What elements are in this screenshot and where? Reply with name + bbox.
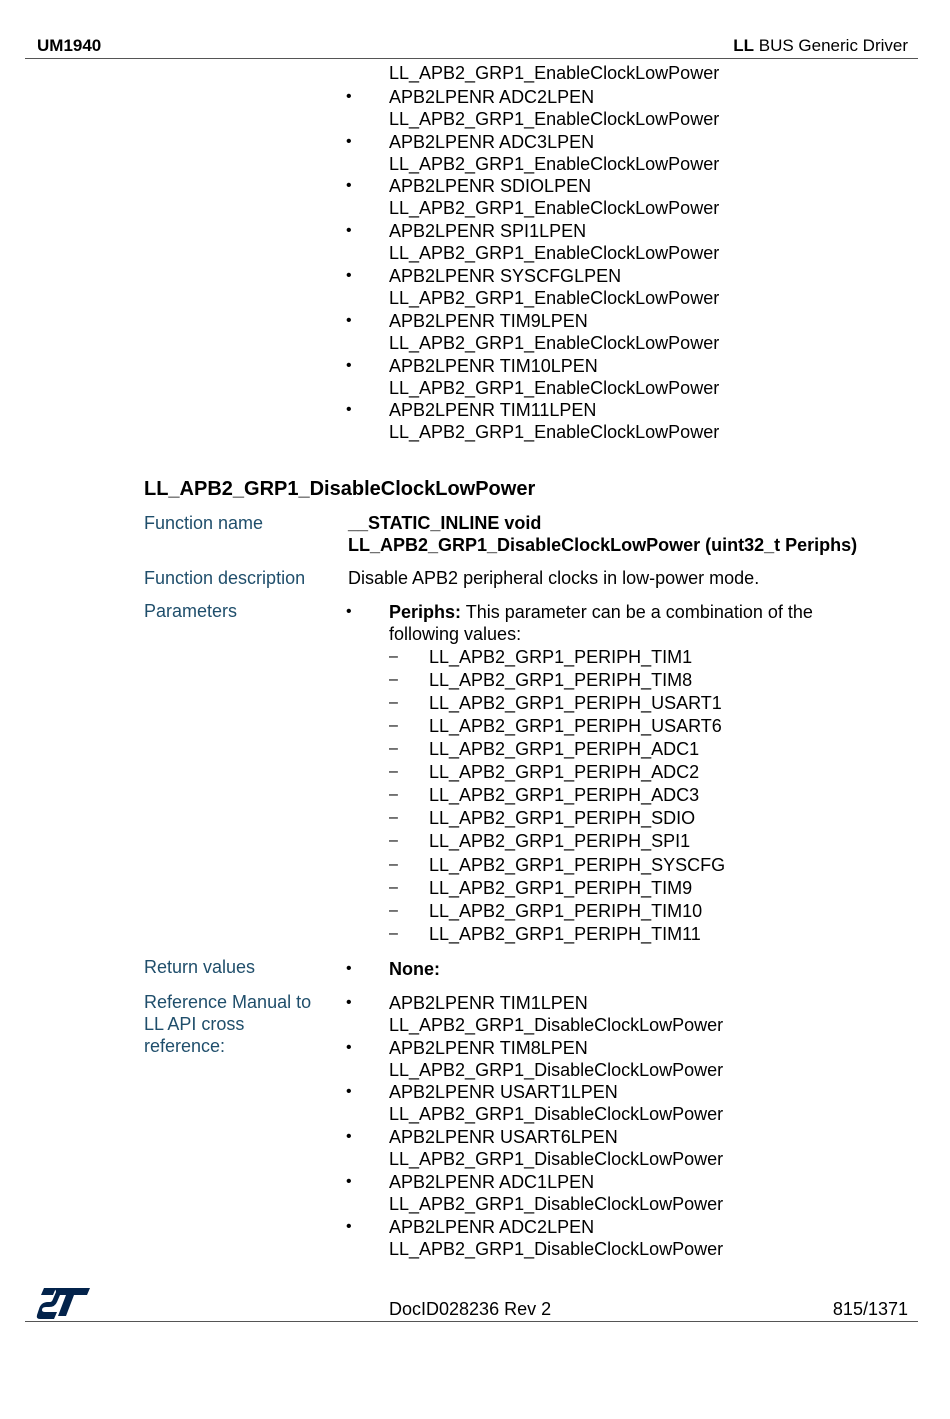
ref-register: APB2LPENR ADC3LPEN (389, 132, 595, 152)
dash-icon: – (389, 763, 398, 780)
ref-function: LL_APB2_GRP1_DisableClockLowPower (389, 1239, 724, 1259)
ref-register: APB2LPENR SPI1LPEN (389, 221, 587, 241)
bullet-icon: • (346, 357, 352, 374)
parameter-value: LL_APB2_GRP1_PERIPH_TIM11 (429, 924, 701, 944)
ref-register: APB2LPENR SDIOLPEN (389, 176, 592, 196)
label-return-values: Return values (144, 957, 256, 977)
dash-icon: – (389, 786, 398, 803)
label-function-name: Function name (144, 513, 264, 533)
bullet-icon: • (346, 1173, 352, 1190)
function-description: Disable APB2 peripheral clocks in low-power mode. (348, 568, 760, 588)
parameter-description-cont: following values: (389, 624, 522, 644)
label-reference-manual-line3: reference: (144, 1036, 226, 1056)
ref-register: APB2LPENR TIM9LPEN (389, 311, 588, 331)
dash-icon: – (389, 648, 398, 665)
bullet-icon: • (346, 1128, 352, 1145)
ref-register: APB2LPENR ADC2LPEN (389, 1217, 595, 1237)
ref-register: APB2LPENR TIM10LPEN (389, 356, 598, 376)
parameter-value: LL_APB2_GRP1_PERIPH_TIM8 (429, 670, 693, 690)
ref-register: APB2LPENR TIM8LPEN (389, 1038, 588, 1058)
header-section-title (733, 36, 908, 56)
parameter-value: LL_APB2_GRP1_PERIPH_ADC2 (429, 762, 700, 782)
bullet-icon: • (346, 1039, 352, 1056)
bullet-icon: • (346, 133, 352, 150)
parameter-value: LL_APB2_GRP1_PERIPH_SPI1 (429, 831, 691, 851)
parameter-name: Periphs: (389, 602, 462, 622)
ref-function: LL_APB2_GRP1_EnableClockLowPower (389, 109, 720, 129)
dash-icon: – (389, 832, 398, 849)
footer-divider (25, 1321, 918, 1322)
footer-page-number: 815/1371 (832, 1299, 908, 1319)
st-logo-icon (36, 1286, 92, 1320)
dash-icon: – (389, 694, 398, 711)
label-parameters: Parameters (144, 601, 238, 621)
bullet-icon: • (346, 312, 352, 329)
bullet-icon: • (346, 222, 352, 239)
bullet-icon: • (346, 994, 352, 1011)
dash-icon: – (389, 740, 398, 757)
parameter-value: LL_APB2_GRP1_PERIPH_USART1 (429, 693, 722, 713)
ref-function: LL_APB2_GRP1_EnableClockLowPower (389, 243, 720, 263)
ref-register: APB2LPENR TIM1LPEN (389, 993, 588, 1013)
ref-function: LL_APB2_GRP1_EnableClockLowPower (389, 422, 720, 442)
parameter-value: LL_APB2_GRP1_PERIPH_TIM9 (429, 878, 693, 898)
ref-function: LL_APB2_GRP1_EnableClockLowPower (389, 198, 720, 218)
parameter-value: LL_APB2_GRP1_PERIPH_SYSCFG (429, 855, 726, 875)
label-reference-manual-line2: LL API cross (144, 1014, 245, 1034)
top-ref-first-line: LL_APB2_GRP1_EnableClockLowPower (389, 63, 720, 83)
dash-icon: – (389, 671, 398, 688)
parameter-value: LL_APB2_GRP1_PERIPH_ADC3 (429, 785, 700, 805)
bullet-icon: • (346, 88, 352, 105)
ref-function: LL_APB2_GRP1_DisableClockLowPower (389, 1060, 724, 1080)
ref-function: LL_APB2_GRP1_DisableClockLowPower (389, 1194, 724, 1214)
header-section-bold: LL (733, 36, 755, 55)
bullet-icon: • (346, 1218, 352, 1235)
header-divider (25, 58, 918, 59)
ref-function: LL_APB2_GRP1_EnableClockLowPower (389, 288, 720, 308)
bullet-icon: • (346, 401, 352, 418)
header-section-rest: BUS Generic Driver (754, 36, 908, 55)
label-reference-manual: Reference Manual to (144, 992, 312, 1012)
bullet-icon: • (346, 267, 352, 284)
ref-function: LL_APB2_GRP1_EnableClockLowPower (389, 333, 720, 353)
return-value: None: (389, 959, 440, 979)
parameter-value: LL_APB2_GRP1_PERIPH_TIM10 (429, 901, 703, 921)
dash-icon: – (389, 879, 398, 896)
dash-icon: – (389, 902, 398, 919)
ref-function: LL_APB2_GRP1_EnableClockLowPower (389, 378, 720, 398)
ref-function: LL_APB2_GRP1_DisableClockLowPower (389, 1015, 724, 1035)
parameter-description: This parameter can be a combination of the (461, 602, 813, 622)
bullet-icon: • (346, 177, 352, 194)
bullet-icon: • (346, 960, 352, 977)
ref-register: APB2LPENR SYSCFGLPEN (389, 266, 622, 286)
function-signature-line2: LL_APB2_GRP1_DisableClockLowPower (uint32_t Periphs) (348, 535, 858, 555)
bullet-icon: • (346, 1083, 352, 1100)
label-function-description: Function description (144, 568, 306, 588)
ref-function: LL_APB2_GRP1_DisableClockLowPower (389, 1104, 724, 1124)
dash-icon: – (389, 809, 398, 826)
dash-icon: – (389, 856, 398, 873)
function-section-title: LL_APB2_GRP1_DisableClockLowPower (144, 478, 536, 500)
parameter-value: LL_APB2_GRP1_PERIPH_TIM1 (429, 647, 693, 667)
footer-doc-ref: DocID028236 Rev 2 (389, 1299, 552, 1319)
bullet-icon: • (346, 603, 352, 620)
function-signature-line1: __STATIC_INLINE void (348, 513, 542, 533)
ref-function: LL_APB2_GRP1_EnableClockLowPower (389, 154, 720, 174)
parameter-value: LL_APB2_GRP1_PERIPH_SDIO (429, 808, 696, 828)
parameter-value: LL_APB2_GRP1_PERIPH_USART6 (429, 716, 722, 736)
ref-register: APB2LPENR TIM11LPEN (389, 400, 597, 420)
doc-id: UM1940 (37, 36, 102, 55)
ref-register: APB2LPENR ADC1LPEN (389, 1172, 595, 1192)
parameter-value: LL_APB2_GRP1_PERIPH_ADC1 (429, 739, 700, 759)
ref-register: APB2LPENR USART6LPEN (389, 1127, 618, 1147)
dash-icon: – (389, 717, 398, 734)
ref-function: LL_APB2_GRP1_DisableClockLowPower (389, 1149, 724, 1169)
parameter-line1 (389, 601, 813, 623)
dash-icon: – (389, 925, 398, 942)
ref-register: APB2LPENR ADC2LPEN (389, 87, 595, 107)
ref-register: APB2LPENR USART1LPEN (389, 1082, 618, 1102)
